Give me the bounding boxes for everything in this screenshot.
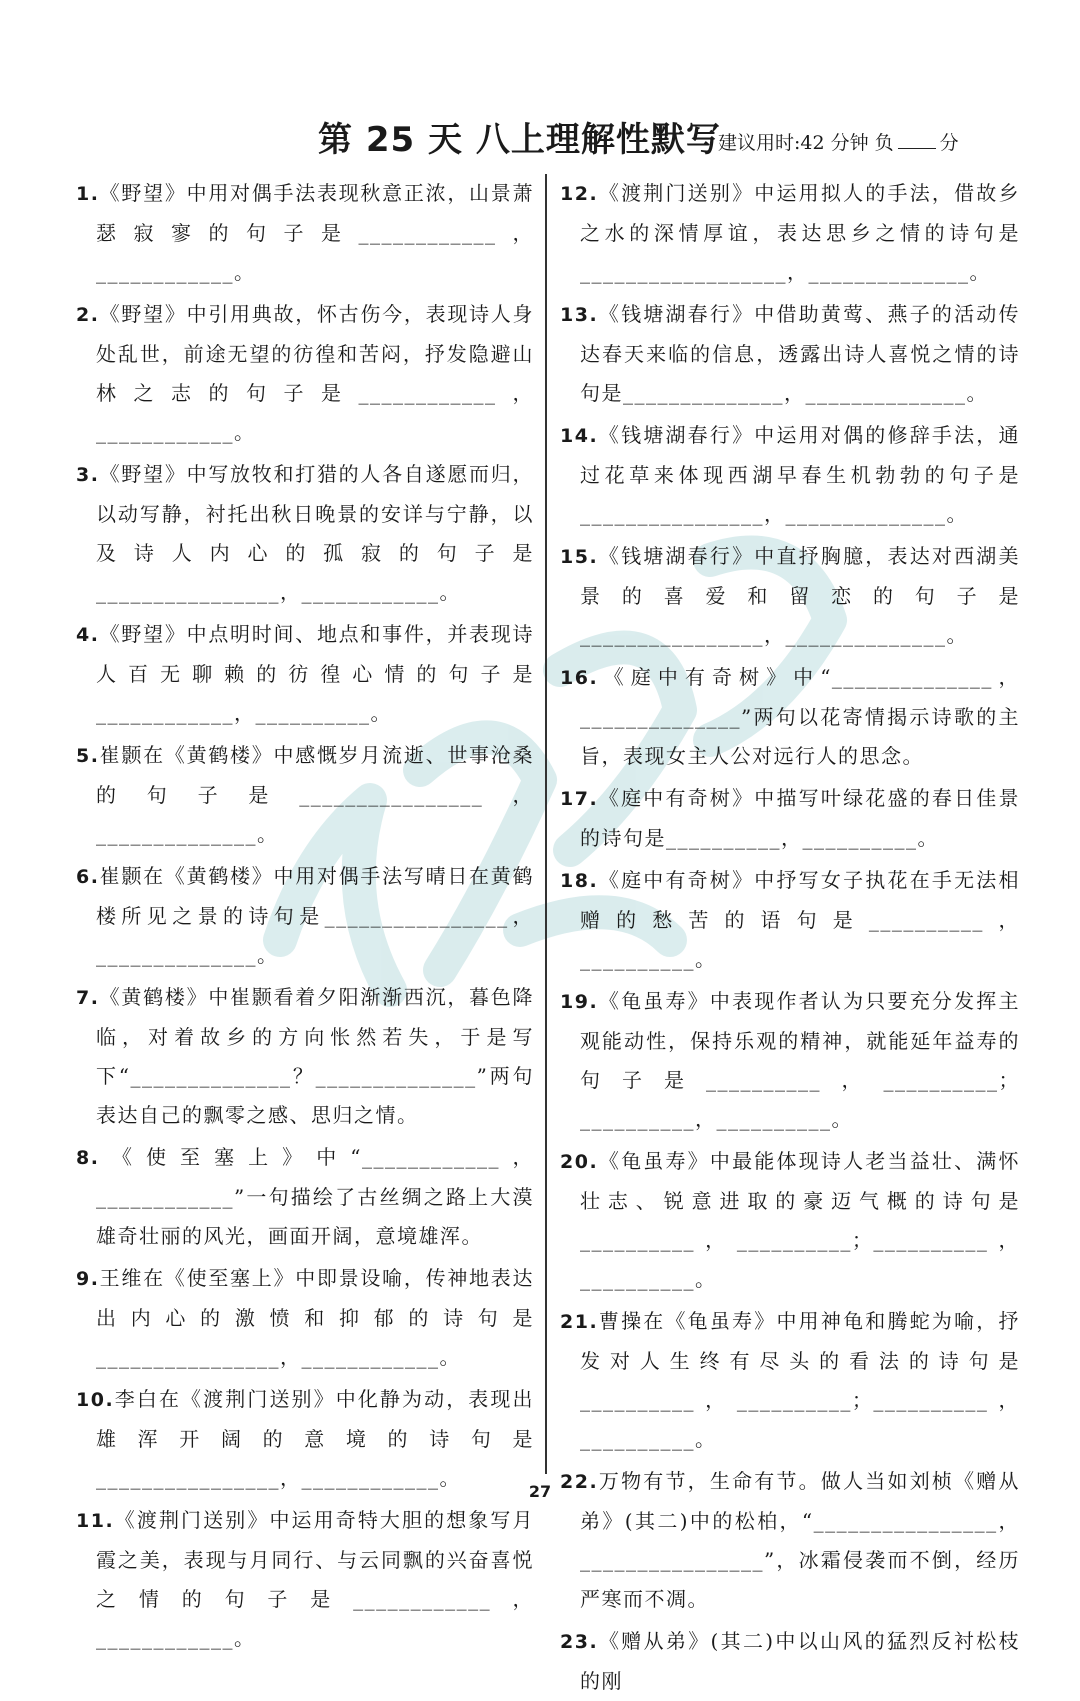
question-item: 19.《龟虽寿》中表现作者认为只要充分发挥主观能动性，保持乐观的精神，就能延年益寿的句子是__________，__________；__________，__________。 — [560, 989, 1020, 1131]
question-item: 1.《野望》中用对偶手法表现秋意正浓，山景萧瑟寂寥的句子是____________，____________。 — [76, 181, 534, 284]
right-column — [560, 174, 1020, 1693]
question-item: 2.《野望》中引用典故，怀古伤今，表现诗人身处乱世，前途无望的彷徨和苦闷，抒发隐避山林之志的句子是____________，____________。 — [76, 302, 534, 444]
question-item: 22.万物有节，生命有节。做人当如刘桢《赠从弟》(其二)中的松柏，“________________，________________”，冰霜侵袭而不倒，经历严寒而不凋。 — [560, 1469, 1020, 1611]
question-item: 7.《黄鹤楼》中崔颢看着夕阳渐渐西沉，暮色降临，对着故乡的方向怅然若失，于是写下“______________？______________”两句表达自己的飘零之感、思归之情。 — [76, 985, 534, 1127]
page-title: 第 25 天 八上理解性默写 — [318, 120, 721, 160]
suggested-time: 建议用时:42 分钟 负 — [718, 132, 894, 154]
question-item: 3.《野望》中写放牧和打猎的人各自遂愿而归，以动写静，衬托出秋日晚景的安详与宁静，以及诗人内心的孤寂的句子是________________，____________。 — [76, 462, 534, 604]
time-score-meta — [718, 128, 959, 155]
question-item: 12.《渡荆门送别》中运用拟人的手法，借故乡之水的深情厚谊，表达思乡之情的诗句是__________________，______________。 — [560, 181, 1020, 284]
question-item: 14.《钱塘湖春行》中运用对偶的修辞手法，通过花草来体现西湖早春生机勃勃的句子是________________，______________。 — [560, 423, 1020, 526]
question-item: 9.王维在《使至塞上》中即景设喻，传神地表达出内心的激愤和抑郁的诗句是________________，____________。 — [76, 1266, 534, 1369]
column-divider — [545, 174, 547, 1474]
question-item: 5.崔颢在《黄鹤楼》中感慨岁月流逝、世事沧桑的句子是________________，______________。 — [76, 743, 534, 846]
question-item: 13.《钱塘湖春行》中借助黄莺、燕子的活动传达春天来临的信息，透露出诗人喜悦之情的诗句是______________，______________。 — [560, 302, 1020, 405]
question-item: 8.《使至塞上》中“____________，____________”一句描绘了古丝绸之路上大漠雄奇壮丽的风光，画面开阔，意境雄浑。 — [76, 1145, 534, 1248]
question-item: 15.《钱塘湖春行》中直抒胸臆，表达对西湖美景的喜爱和留恋的句子是________________，______________。 — [560, 544, 1020, 647]
question-item: 17.《庭中有奇树》中描写叶绿花盛的春日佳景的诗句是__________，__________。 — [560, 786, 1020, 850]
question-item: 21.曹操在《龟虽寿》中用神龟和腾蛇为喻，抒发对人生终有尽头的看法的诗句是__________，__________；__________，__________。 — [560, 1309, 1020, 1451]
question-item: 23.《赠从弟》(其二)中以山风的猛烈反衬松枝的刚 — [560, 1629, 1020, 1693]
left-column — [76, 174, 534, 1650]
question-item: 20.《龟虽寿》中最能体现诗人老当益壮、满怀壮志、锐意进取的豪迈气概的诗句是__________，__________；__________，__________。 — [560, 1149, 1020, 1291]
question-item: 16.《庭中有奇树》中“______________，______________”两句以花寄情揭示诗歌的主旨，表现女主人公对远行人的思念。 — [560, 665, 1020, 768]
question-item: 18.《庭中有奇树》中抒写女子执花在手无法相赠的愁苦的语句是__________，__________。 — [560, 868, 1020, 971]
question-item: 10.李白在《渡荆门送别》中化静为动，表现出雄浑开阔的意境的诗句是________________，____________。 — [76, 1387, 534, 1490]
question-item: 4.《野望》中点明时间、地点和事件，并表现诗人百无聊赖的彷徨心情的句子是____________，__________。 — [76, 622, 534, 725]
page-header — [0, 112, 1080, 162]
question-item: 11.《渡荆门送别》中运用奇特大胆的想象写月霞之美，表现与月同行、与云同飘的兴奋喜悦之情的句子是____________，____________。 — [76, 1508, 534, 1650]
score-blank[interactable] — [898, 148, 936, 149]
page-number: 27 — [528, 1482, 552, 1501]
score-unit: 分 — [939, 132, 959, 154]
question-item: 6.崔颢在《黄鹤楼》中用对偶手法写晴日在黄鹤楼所见之景的诗句是________________，______________。 — [76, 864, 534, 967]
